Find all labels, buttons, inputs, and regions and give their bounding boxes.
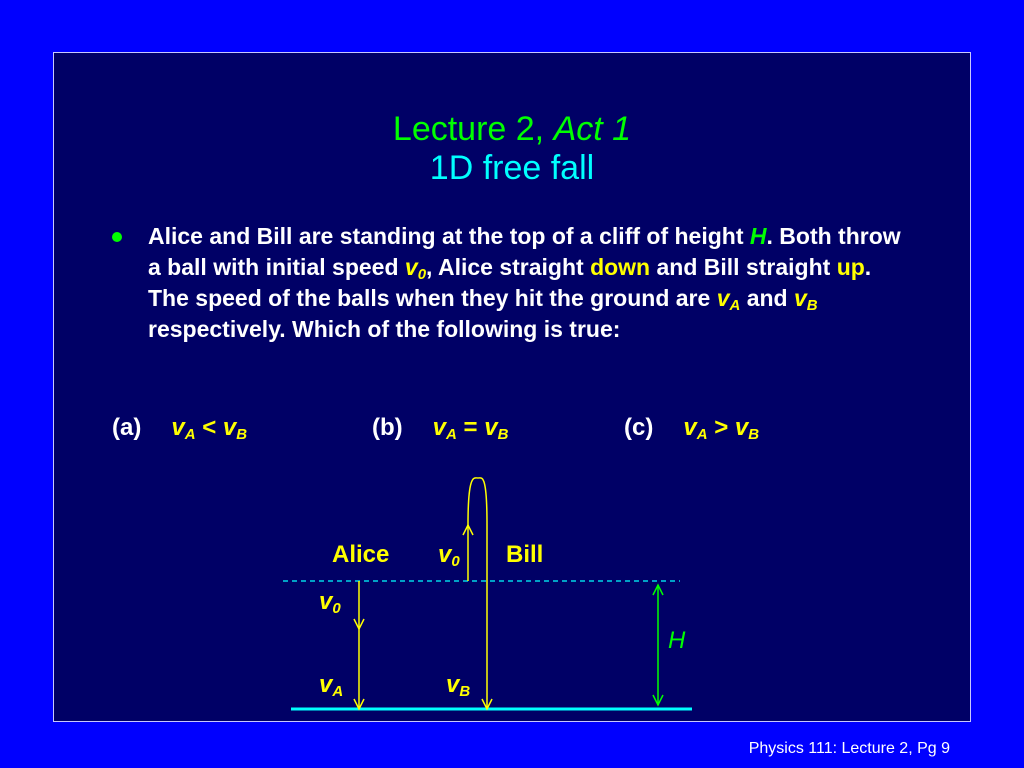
bill-path: [468, 478, 487, 709]
vA-var: $v_A$: [716, 285, 741, 314]
down-word: down: [590, 254, 651, 280]
vB-var: $v_B$: [794, 285, 818, 314]
v0-var: $v_0$: [404, 254, 427, 283]
height-var: H: [749, 223, 767, 249]
alice-v0-label: $v_0$: [319, 588, 341, 617]
up-word: up: [836, 254, 865, 280]
free-fall-diagram: [54, 53, 972, 723]
title-prefix: Lecture 2,: [392, 110, 545, 148]
answer-c[interactable]: (c) $v_A > v_B$: [624, 414, 760, 443]
slide-footer: Physics 111: Lecture 2, Pg 9: [748, 740, 950, 757]
slide-subtitle: 1D free fall: [429, 149, 595, 187]
problem-text: Alice and Bill are standing at the top of a cliff of height H. Both throw a ball with initial speed $v_0$, Alice straight down and Bill straight up. The speed of the balls when they hit the ground are $v_A$ and $v_B$ respectively. Which of the following is true:: [148, 223, 901, 342]
title-act: Act 1: [553, 110, 632, 148]
bill-v0-label: $v_0$: [438, 541, 460, 570]
height-label: H: [668, 627, 686, 654]
vA-label: $v_A$: [319, 671, 344, 700]
vB-label: $v_B$: [446, 671, 471, 700]
answer-b[interactable]: (b) $v_A = v_B$: [372, 414, 509, 443]
slide-panel: [53, 52, 971, 722]
alice-label: Alice: [332, 541, 390, 568]
answer-a[interactable]: (a) $v_A < v_B$: [112, 414, 248, 443]
bill-label: Bill: [506, 541, 544, 568]
